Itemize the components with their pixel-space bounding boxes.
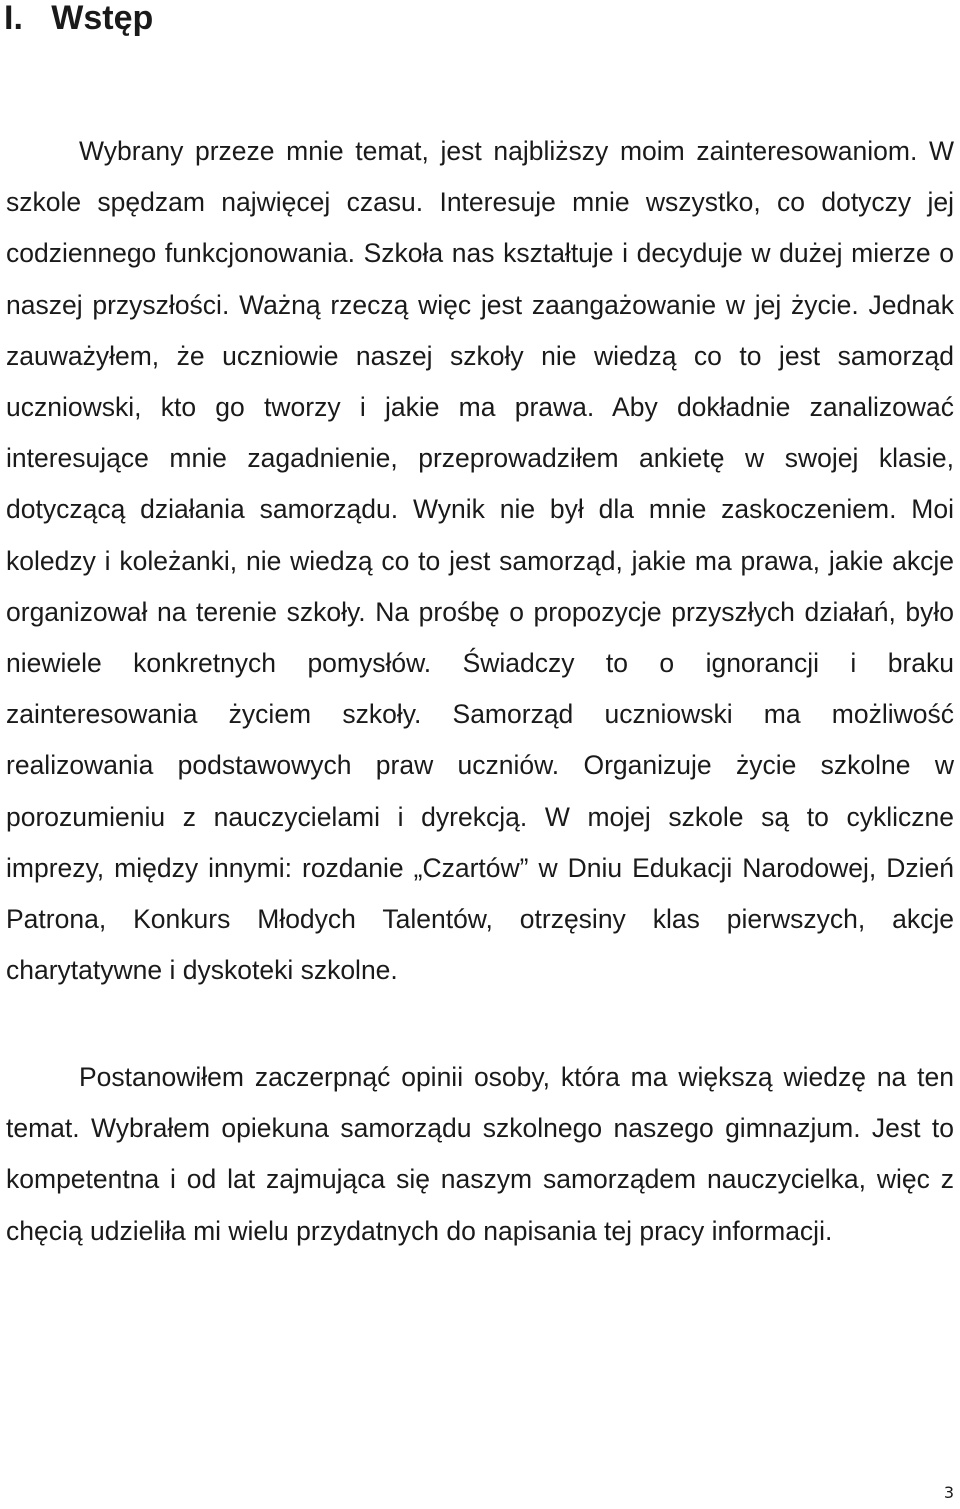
body-paragraph-1: Wybrany przeze mnie temat, jest najbliższy moim zainteresowaniom. W szkole spędzam najwięcej czasu. Interesuje mnie wszystko, co dotyczy jej codziennego funkcjonowania. Szkoła nas kształtuje i decyduje w dużej mierze o naszej przyszłości. Ważną rzeczą więc jest zaangażowanie w jej życie. Jednak zauważyłem, że uczniowie naszej szkoły nie wiedzą co to jest samorząd uczniowski, kto go tworzy i jakie ma prawa. Aby dokładnie zanalizować interesujące mnie zagadnienie, przeprowadziłem ankietę w swojej klasie, dotyczącą działania samorządu. Wynik nie był dla mnie zaskoczeniem. Moi koledzy i koleżanki, nie wiedzą co to jest samorząd, jakie ma prawa, jakie akcje organizował na terenie szkoły. Na prośbę o propozycje przyszłych działań, było niewiele konkretnych pomysłów. Świadczy to o ignorancji i braku zainteresowania życiem szkoły. Samorząd uczniowski ma możliwość realizowania podstawowych praw uczniów. Organizuje życie szkolne w porozumieniu z nauczycielami i dyrekcją. W mojej szkole są to cykliczne imprezy, między innymi: rozdanie „Czartów” w Dniu Edukacji Narodowej, Dzień Patrona, Konkurs Młodych Talentów, otrzęsiny klas pierwszych, akcje charytatywne i dyskoteki szkolne. <box>6 136 954 986</box>
section-title: Wstęp <box>51 0 154 37</box>
section-number: I. <box>4 0 23 37</box>
body-paragraph-2: Postanowiłem zaczerpnąć opinii osoby, która ma większą wiedzę na ten temat. Wybrałem opiekuna samorządu szkolnego naszego gimnazjum. Jest to kompetentna i od lat zajmująca się naszym samorządem nauczycielka, więc z chęcią udzieliła mi wielu przydatnych do napisania tej pracy informacji. <box>6 1062 954 1246</box>
section-heading <box>4 0 153 38</box>
page-number: 3 <box>943 1483 954 1502</box>
